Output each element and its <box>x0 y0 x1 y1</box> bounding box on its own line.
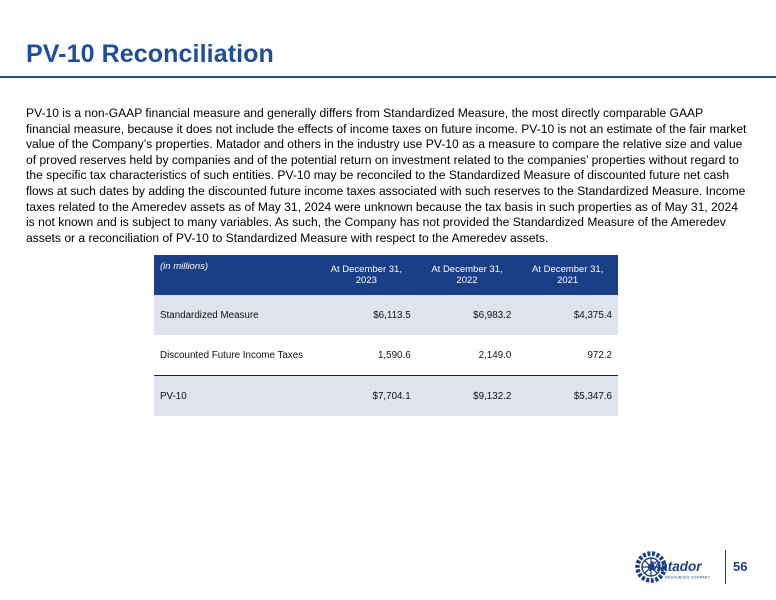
table-total-row <box>154 376 618 417</box>
logo-tagline: RESOURCES COMPANY <box>665 575 711 580</box>
row-label: Discounted Future Income Taxes <box>160 349 304 361</box>
column-header: At December 31, 2021 <box>532 264 604 286</box>
intro-paragraph: PV-10 is a non-GAAP financial measure and generally differs from Standardized Measure, the most directly comparable GAAP financial measure, because it does not include the effects of income taxes on future income. PV-10 is not an estimate of the fair market value of the Company’s properties. Matador and others in the industry use PV-10 as a measure to compare the relative size and value of proved reserves held by companies and of the potential return on investment related to the companies’ properties without regard to the specific tax characteristics of such entities. PV-10 may be reconciled to the Standardized Measure of discounted future net cash flows at such dates by adding the discounted future income taxes associated with such reserves to the Standardized Measure. Income taxes related to the Ameredev assets as of May 31, 2024 were unknown because the tax basis in such properties as of May 31, 2024 is not known and is subject to many variables. As such, the Company has not provided the Standardized Measure of the Ameredev assets or a reconciliation of PV-10 to Standardized Measure with respect to the Ameredev assets. <box>26 106 747 245</box>
row-label: Standardized Measure <box>160 309 259 321</box>
cell-value: $6,113.5 <box>373 309 411 321</box>
cell-value: $6,983.2 <box>473 309 512 321</box>
cell-value: $5,347.6 <box>517 376 618 417</box>
pv10-reconciliation-table <box>154 255 618 416</box>
cell-value: 2,149.0 <box>478 349 512 361</box>
table-row <box>154 335 618 376</box>
row-label: PV-10 <box>154 376 316 417</box>
table-row <box>154 295 618 335</box>
table-header-row <box>154 255 618 295</box>
cell-value: $9,132.2 <box>417 376 518 417</box>
cell-value: $4,375.4 <box>573 309 612 321</box>
cell-value: $7,704.1 <box>316 376 417 417</box>
cell-value: 1,590.6 <box>377 349 411 361</box>
column-header: At December 31, 2022 <box>431 264 503 286</box>
column-header: At December 31, 2023 <box>330 264 402 286</box>
title-divider <box>0 76 776 78</box>
cell-value: 972.2 <box>587 349 612 361</box>
logo-divider <box>725 550 726 584</box>
unit-label: (in millions) <box>160 261 209 272</box>
page-number: 56 <box>733 559 748 574</box>
matador-logo <box>634 548 722 586</box>
page-title: PV-10 Reconciliation <box>26 40 274 68</box>
logo-wordmark: Matador <box>649 559 702 574</box>
